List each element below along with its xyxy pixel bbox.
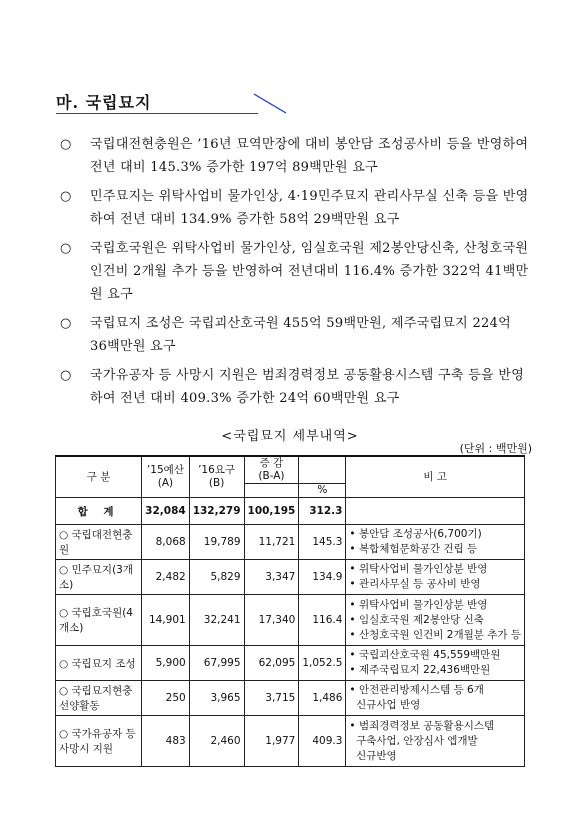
row-pct: 1,052.5 bbox=[299, 646, 346, 681]
row-diff: 3,715 bbox=[244, 681, 299, 716]
table-row bbox=[56, 560, 525, 595]
header-change-pct: % bbox=[299, 484, 346, 498]
row-category: ○ 민주묘지(3개소) bbox=[56, 560, 142, 595]
section-heading: 마. 국립묘지 bbox=[56, 93, 152, 112]
note-line: • 관리사무실 등 공사비 반영 bbox=[349, 578, 481, 590]
header-change-amt: (B-A) bbox=[258, 470, 285, 482]
bullet-item bbox=[60, 364, 530, 410]
row-note bbox=[346, 525, 525, 560]
row-fy15: 250 bbox=[142, 681, 190, 716]
circle-bullet-icon: ○ bbox=[60, 241, 72, 256]
bullet-text: 국립대전현충원은 ’16년 묘역만장에 대비 봉안담 조성공사비 등을 반영하여 전년 대비 145.3% 증가한 197억 89백만원 요구 bbox=[90, 137, 529, 175]
note-line: • 임실호국원 제2봉안당 신축 bbox=[349, 613, 484, 626]
circle-bullet-icon: ○ bbox=[60, 137, 72, 152]
row-category: ○ 국립묘지 조성 bbox=[56, 646, 142, 681]
note-line: • 제주국립묘지 22,436백만원 bbox=[349, 664, 491, 676]
note-line: 구축사업, 안장심사 엡개발 bbox=[349, 734, 478, 747]
bullet-text: 국립묘지 조성은 국립괴산호국원 455억 59백만원, 제주국립묘지 224억 36백만원 요구 bbox=[90, 316, 512, 354]
bullet-item bbox=[60, 237, 530, 306]
row-fy16: 67,995 bbox=[189, 646, 244, 681]
row-pct: 1,486 bbox=[299, 681, 346, 716]
note-line: • 산청호국원 인건비 2개월분 추가 등 bbox=[349, 628, 521, 641]
row-fy16: 2,460 bbox=[189, 716, 244, 767]
total-pct: 312.3 bbox=[299, 498, 346, 525]
circle-bullet-icon: ○ bbox=[60, 316, 72, 331]
circle-bullet-icon: ○ bbox=[60, 368, 72, 383]
row-category: ○ 국립대전현충원 bbox=[56, 525, 142, 560]
circle-bullet-icon: ○ bbox=[60, 189, 72, 204]
table-title: <국립묘지 세부내역> bbox=[221, 429, 359, 444]
row-pct: 116.4 bbox=[299, 595, 346, 646]
unit-label: (단위 : 백만원) bbox=[459, 442, 532, 455]
row-diff: 1,977 bbox=[244, 716, 299, 767]
row-fy16: 3,965 bbox=[189, 681, 244, 716]
row-diff: 62,095 bbox=[244, 646, 299, 681]
header-change bbox=[244, 456, 299, 484]
budget-table bbox=[55, 455, 525, 767]
bullet-text: 민주묘지는 위탁사업비 물가인상, 4·19민주묘지 관리사무실 신축 등을 반영하여 전년 대비 134.9% 증가한 58억 29백만원 요구 bbox=[90, 189, 529, 227]
note-line: • 범죄경력정보 공동활용시스템 bbox=[349, 719, 495, 732]
total-fy16: 132,279 bbox=[189, 498, 244, 525]
row-category: ○ 국가유공자 등 사망시 지원 bbox=[56, 716, 142, 767]
row-note bbox=[346, 716, 525, 767]
table-row bbox=[56, 716, 525, 767]
header-fy15-label: ’15예산 bbox=[146, 464, 184, 476]
header-fy15 bbox=[142, 456, 190, 498]
table-row bbox=[56, 595, 525, 646]
row-note bbox=[346, 595, 525, 646]
bullet-item bbox=[60, 133, 530, 179]
row-pct: 134.9 bbox=[299, 560, 346, 595]
note-line: • 봉안담 조성공사(6,700기) bbox=[349, 528, 482, 540]
note-line: 신규사업 반영 bbox=[349, 699, 421, 711]
header-change-label: 증 감 bbox=[259, 457, 284, 469]
total-note bbox=[346, 498, 525, 525]
row-diff: 17,340 bbox=[244, 595, 299, 646]
table-row bbox=[56, 646, 525, 681]
bullet-text: 국립호국원은 위탁사업비 물가인상, 임실호국원 제2봉안당신축, 산청호국원 인건비 2개월 추가 등을 반영하여 전년대비 116.4% 증가한 322억 41백만원 요구 bbox=[90, 241, 529, 302]
row-fy16: 32,241 bbox=[189, 595, 244, 646]
total-diff: 100,195 bbox=[244, 498, 299, 525]
total-row bbox=[56, 498, 525, 525]
note-line: • 위탁사업비 물가인상분 반영 bbox=[349, 563, 488, 575]
row-diff: 11,721 bbox=[244, 525, 299, 560]
row-category: ○ 국립묘지현충선양활동 bbox=[56, 681, 142, 716]
row-fy15: 5,900 bbox=[142, 646, 190, 681]
row-fy15: 483 bbox=[142, 716, 190, 767]
row-fy16: 5,829 bbox=[189, 560, 244, 595]
bullet-item bbox=[60, 312, 530, 358]
heading-underline bbox=[56, 113, 258, 114]
header-fy16-sub: (B) bbox=[208, 477, 225, 489]
row-fy15: 14,901 bbox=[142, 595, 190, 646]
row-fy15: 2,482 bbox=[142, 560, 190, 595]
row-fy15: 8,068 bbox=[142, 525, 190, 560]
note-line: • 안전관리방제시스템 등 6개 bbox=[349, 684, 484, 696]
note-line: • 위탁사업비 물가인상분 반영 bbox=[349, 598, 488, 611]
header-fy15-sub: (A) bbox=[157, 477, 174, 489]
row-category: ○ 국립호국원(4개소) bbox=[56, 595, 142, 646]
row-pct: 409.3 bbox=[299, 716, 346, 767]
bullet-list bbox=[60, 133, 530, 416]
header-change-pct-top bbox=[299, 456, 346, 484]
heading-slash-decoration bbox=[252, 92, 288, 115]
note-line: • 복합체험문화공간 건립 등 bbox=[349, 543, 478, 555]
row-note bbox=[346, 646, 525, 681]
note-line: 신규반영 bbox=[349, 749, 397, 762]
header-note: 비 고 bbox=[346, 456, 525, 498]
header-fy16 bbox=[189, 456, 244, 498]
header-fy16-label: ’16요구 bbox=[198, 464, 236, 476]
row-diff: 3,347 bbox=[244, 560, 299, 595]
row-pct: 145.3 bbox=[299, 525, 346, 560]
table-row bbox=[56, 525, 525, 560]
note-line: • 국립괴산호국원 45,559백만원 bbox=[349, 649, 501, 661]
table-row bbox=[56, 681, 525, 716]
row-note bbox=[346, 681, 525, 716]
bullet-item bbox=[60, 185, 530, 231]
header-change-spacer bbox=[244, 484, 299, 498]
bullet-text: 국가유공자 등 사망시 지원은 범죄경력정보 공동활용시스템 구축 등을 반영하여 전년 대비 409.3% 증가한 24억 60백만원 요구 bbox=[90, 368, 525, 406]
header-category: 구 분 bbox=[56, 456, 142, 498]
total-label: 합 계 bbox=[56, 498, 142, 525]
row-note bbox=[346, 560, 525, 595]
row-fy16: 19,789 bbox=[189, 525, 244, 560]
total-fy15: 32,084 bbox=[142, 498, 190, 525]
